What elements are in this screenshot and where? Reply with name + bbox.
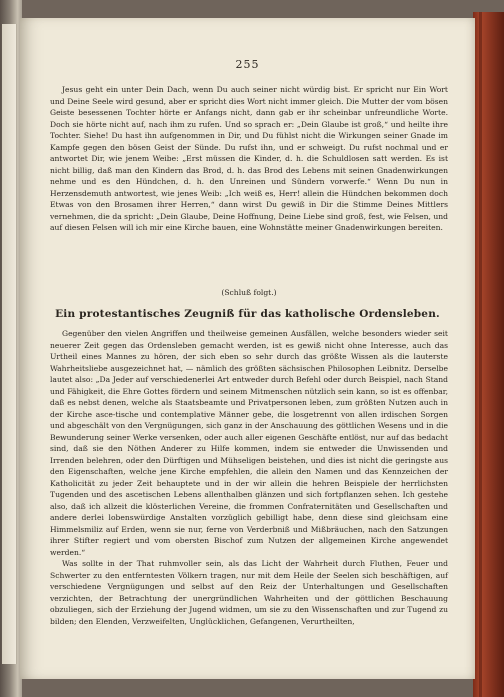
article-paragraph-2: Was sollte in der That ruhmvoller sein, als das Licht der Wahrheit durch Fluthen, Feuer und Schwerter zu den entferntesten Völkern tragen, nur mit dem Heile der Seelen sich beschäftigen, auf verschiedene Vergnügungen und selbst auf den Reiz der Unterhaltungen und Gesellschaften verzichten, der Betrachtung der unergründlichen Wahrheiten und der göttlichen Beschauung obzuliegen, sich der Erziehung der Jugend widmen, um sie zu den Wissenschaften und zur Tugend zu bilden; den Elenden, Verzweifelten, Unglücklichen, Gefangenen, Verurtheilten,	[50, 559, 448, 626]
previous-page-sliver	[2, 24, 17, 664]
page-number: 255	[235, 58, 260, 71]
to-be-continued-note: (Schluß folgt.)	[221, 288, 277, 297]
book-cover-edge	[473, 12, 504, 697]
article-body	[50, 328, 448, 627]
book-page	[20, 18, 475, 679]
continued-paragraph: Jesus geht ein unter Dein Dach, wenn Du auch seiner nicht würdig bist. Er spricht nur Ein Wort und Deine Seele wird gesund, aber er spricht dies Wort nicht immer gleich. Die Mutter der vom bösen Geiste besessenen Tochter hörte er Anfangs nicht, dann gab er ihr scheinbar unfreundliche Worte. Doch sie hörte nicht auf, nach ihm zu rufen. Und so sprach er: „Dein Glaube ist groß,“ und heilte ihre Tochter. Siehe! Du hast ihn aufgenommen in Dir, und Du fühlst nicht die Wirkungen seiner Gnade im Kampfe gegen den bösen Geist der Sünde. Du rufst ihn, und er schweigt. Du rufst nochmal und er antwortet Dir, wie jenem Weibe: „Erst müssen die Kinder, d. h. die Schuldlosen satt werden. Es ist nicht billig, daß man den Kindern das Brod, d. h. das Brod des Lebens mit seinen Gnadenwirkungen nehme und es den Hündchen, d. h. den Unreinen und Sündern vorwerfe.“ Wenn Du nun in Herzensdemuth antwortest, wie jenes Weib: „Ich weiß es, Herr! allein die Hündchen bekommen doch Etwas von den Brosamen ihrer Herren,“ dann wirst Du gewiß in Dir die Stimme Deines Mittlers vernehmen, die da spricht: „Dein Glaube, Deine Hoffnung, Deine Liebe sind groß, fest, wie Felsen, und auf diesen Felsen will ich mir eine Kirche bauen, eine Wohnstätte meiner Gnadenwirkungen bereiten.	[50, 85, 448, 232]
continued-text-block	[50, 84, 448, 234]
article-heading: Ein protestantisches Zeugniß für das katholische Ordensleben.	[55, 308, 440, 320]
article-paragraph-1: Gegenüber den vielen Angriffen und theilweise gemeinen Ausfällen, welche besonders wieder seit neuerer Zeit gegen das Ordensleben gemacht werden, ist es gewiß nicht ohne Interesse, auch das Urtheil eines Mannes zu hören, der sich eben so sehr durch das größte Wissen als die lauterste Wahrheitsliebe ausgezeichnet hat, — nämlich des größten sächsischen Philosophen Leibnitz. Derselbe lautet also: „Da Jeder auf verschiedenerlei Art entweder durch Befehl oder durch Beispiel, nach Stand und Fähigkeit, die Ehre Gottes fördern und seinem Mitmenschen nützlich sein kann, so ist es offenbar, daß es nebst denen, welche als Staatsbeamte und Privatpersonen leben, zum größten Nutzen auch in der Kirche asce-tische und contemplative Männer gebe, die losgetrennt von allen irdischen Sorgen und abgeschält von den Vergnügungen, sich ganz in der Anschauung des göttlichen Wesens und in die Bewunderung seiner Werke versenken, oder auch aller eigenen Geschäfte entlöst, nur auf das bedacht sind, daß sie den Nöthen Anderer zu Hilfe kommen, indem sie entweder die Unwissenden und Irrenden belehren, oder den Dürftigen und Mühseligen beistehen, und dies ist nicht die geringste aus den Eigenschaften, welche jene Kirche empfehlen, die allein den Namen und das Kennzeichen der Katholicität zu jeder Zeit behauptete und in der wir allein die hehren Beispiele der herrlichsten Tugenden und des ascetischen Lebens allenthalben glänzen und sich fortpflanzen sehen. Ich gestehe also, daß ich allzeit die klösterlichen Vereine, die frommen Confraternitäten und Gesellschaften und andere derlei lobenswürdige Anstalten vorzüglich gebilligt habe, denn diese sind gleichsam eine Himmelsmiliz auf Erden, wenn sie nur, ferne von Verderbniß und Mißbräuchen, nach den Satzungen ihrer Stifter regiert und vom obersten Bischof zum Nutzen der allgemeinen Kirche angewendet werden.“	[50, 329, 448, 557]
